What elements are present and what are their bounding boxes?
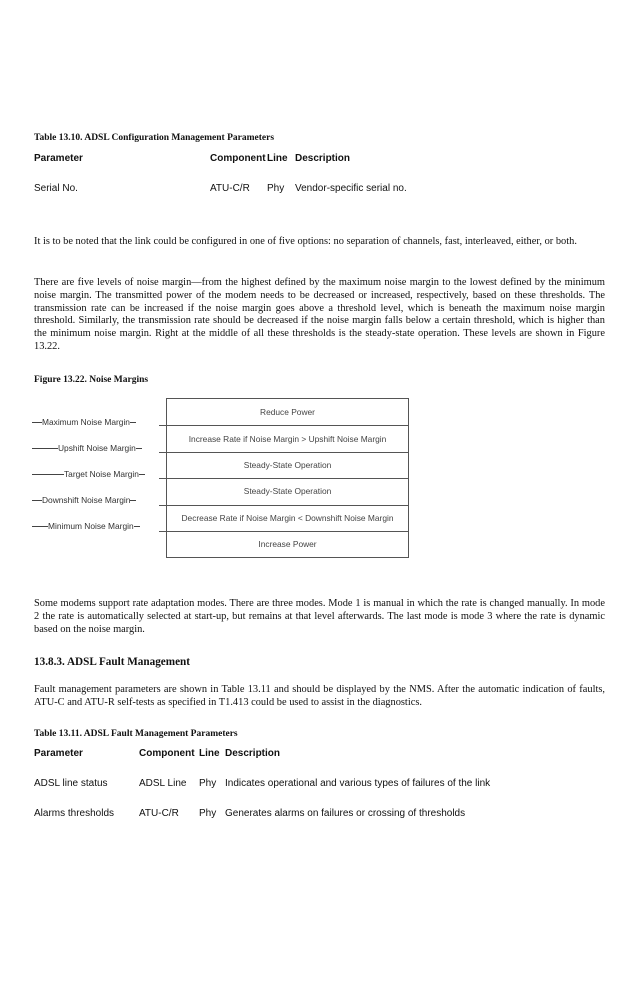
noise-margin-diagram-box (166, 398, 409, 558)
band-reduce-power: Reduce Power (260, 407, 315, 418)
section-heading: 13.8.3. ADSL Fault Management (34, 656, 191, 668)
margin-label-downshift: Downshift Noise Margin (32, 495, 136, 505)
table-row (34, 778, 490, 789)
table-row (34, 808, 465, 819)
table1-cell-parameter: Serial No. (34, 183, 78, 194)
table-row (34, 183, 407, 194)
band-increase-rate: Increase Rate if Noise Margin > Upshift Noise Margin (188, 433, 387, 444)
table2-cell-line: Phy (199, 808, 217, 819)
margin-label-minimum: Minimum Noise Margin (32, 521, 140, 531)
band-steady-state-upper: Steady-State Operation (243, 459, 332, 470)
table1-header-line: Line (267, 153, 288, 164)
margin-label-upshift: Upshift Noise Margin (32, 443, 142, 453)
paragraph-noise-margin: There are five levels of noise margin—from the highest defined by the maximum noise margin to the lowest defined by the minimum noise margin. The transmitted power of the modem needs to be decreased or increased, respectively, based on these thresholds. The transmission rate can be increased if the noise margin goes above a threshold level, which is beneath the maximum noise margin threshold. Similarly, the transmission rate should be decreased if the noise margin falls below a certain threshold, which is higher than the minimum noise margin. Right at the middle of all these thresholds is the steady-state operation. These levels are shown in Figure 13.22. (34, 277, 605, 352)
table1-cell-description: Vendor-specific serial no. (295, 183, 407, 194)
table1-header-parameter: Parameter (34, 153, 83, 164)
band-increase-power: Increase Power (258, 539, 317, 550)
margin-label-target: Target Noise Margin (32, 469, 145, 479)
table1-caption: Table 13.10. ADSL Configuration Management Parameters (34, 133, 275, 143)
table2-caption: Table 13.11. ADSL Fault Management Parameters (34, 729, 238, 739)
table2-cell-parameter: Alarms thresholds (34, 808, 115, 819)
noise-margin-figure (30, 396, 420, 562)
figure-caption: Figure 13.22. Noise Margins (34, 375, 149, 385)
paragraph-link-options: It is to be noted that the link could be configured in one of five options: no separation of channels, fast, interleaved, either, or both. (34, 236, 577, 247)
margin-label-maximum: Maximum Noise Margin (32, 417, 136, 427)
table2-cell-component: ATU-C/R (139, 808, 179, 819)
table2-header-component: Component (139, 748, 195, 759)
table2-cell-description: Indicates operational and various types of failures of the link (225, 778, 491, 789)
table2-header-parameter: Parameter (34, 748, 83, 759)
table1-header-description: Description (295, 153, 351, 164)
table2-cell-component: ADSL Line (139, 778, 187, 789)
table1-cell-line: Phy (267, 183, 285, 194)
band-steady-state-lower: Steady-State Operation (243, 486, 332, 497)
table2-cell-parameter: ADSL line status (34, 778, 108, 789)
table2-header-line: Line (199, 748, 220, 759)
table2-header-description: Description (225, 748, 281, 759)
table2-cell-description: Generates alarms on failures or crossing of thresholds (225, 808, 466, 819)
table1-cell-component: ATU-C/R (210, 183, 250, 194)
table2-header-row (34, 748, 280, 759)
paragraph-fault-management: Fault management parameters are shown in Table 13.11 and should be displayed by the NMS. After the automatic indication of faults, ATU-C and ATU-R self-tests as specified in T1.413 could be used to assist in the diagnostics. (34, 684, 605, 708)
table1-header-component: Component (210, 153, 266, 164)
table1-header-row (34, 153, 350, 164)
band-decrease-rate: Decrease Rate if Noise Margin < Downshift Noise Margin (181, 512, 394, 523)
paragraph-rate-adaptation: Some modems support rate adaptation modes. There are three modes. Mode 1 is manual in which the rate is changed manually. In mode 2 the rate is automatically selected at start-up, but remains at that level afterwards. The last mode is mode 3 where the rate is dynamic based on the noise margin. (34, 598, 605, 635)
table2-cell-line: Phy (199, 778, 217, 789)
